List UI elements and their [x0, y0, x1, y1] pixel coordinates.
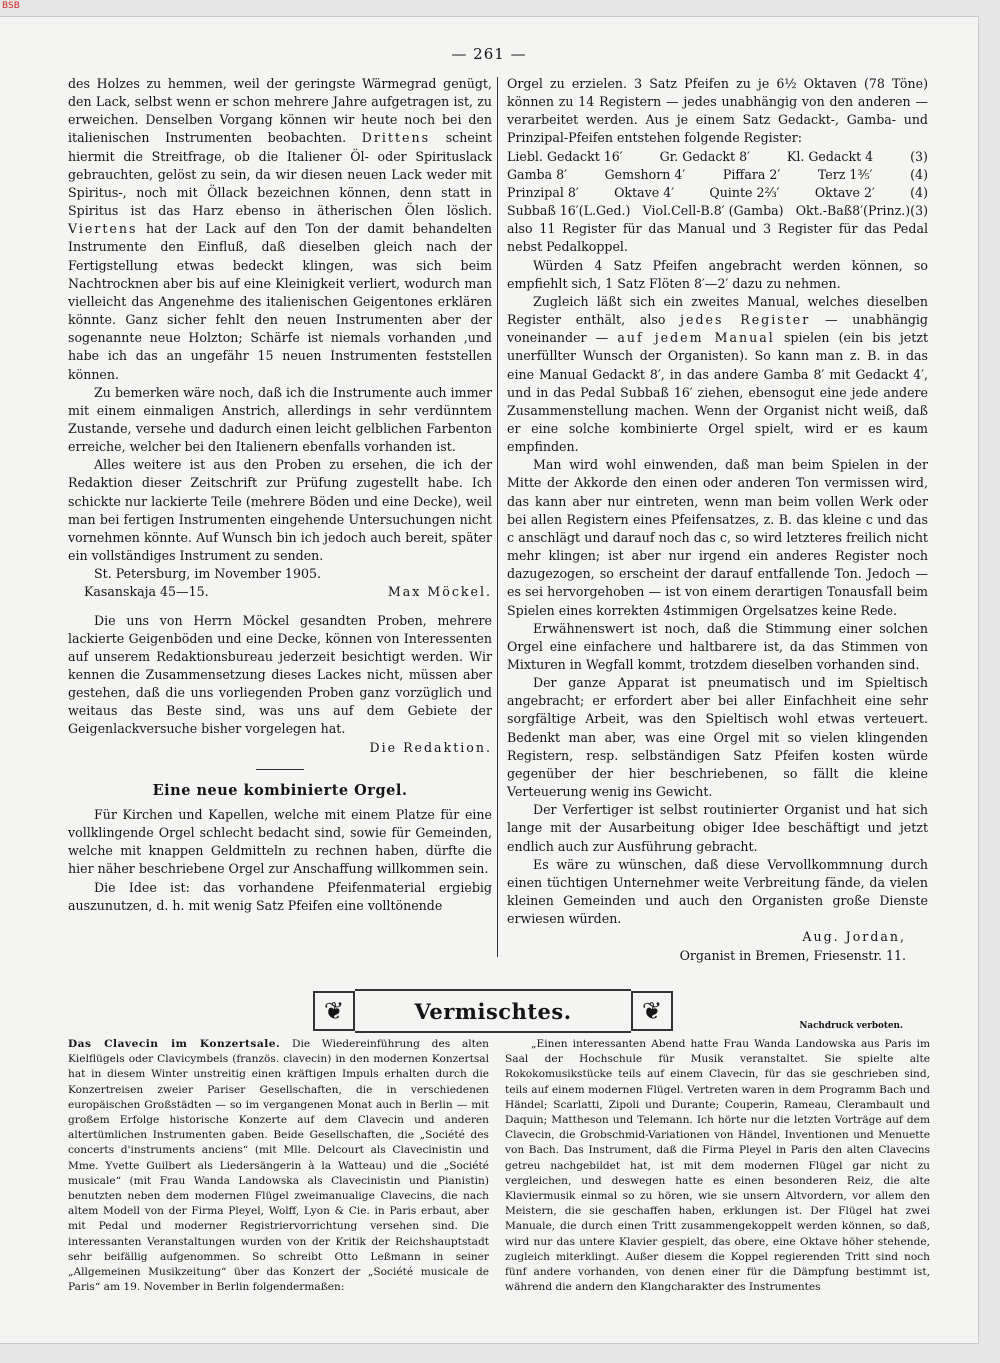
- paragraph: Es wäre zu wünschen, daß diese Vervollkommnung durch einen tüchtigen Unternehmer weite Verbreitung fände, da vielen kleinen Gemeinden und auch den Organisten große Dienste erwiesen würden.: [507, 856, 928, 927]
- left-column: [68, 75, 492, 915]
- paragraph: Das Clavecin im Konzertsale. Die Wiedereinführung des alten Kielflügels oder Clavicymbels (französ. clavecin) in den modernen Konzertsal hat in diesem Winter unstreitig einen kräftigen Impuls erhalten durch die Konzertreisen zweier Pariser Gesellschaften, die in verschiedenen europäischen Großstädten — so im vergangenen Monat auch in Berlin — mit großem Erfolge historische Konzerte auf dem Clavecin und anderen altertümlichen Instrumenten gaben. Beide Gesellschaften, die „Société des concerts d'instruments anciens“ (mit Mlle. Delcourt als Clavecinistin und Mme. Yvette Guilbert als Liedersängerin à la Watteau) und die „Société musicale“ (mit Frau Wanda Landowska als Clavecinistin und Pianistin) benutzten neben dem modernen Flügel zweimanualige Clavecins, die nach altem Modell von der Firma Pleyel, Wolff, Lyon & Cie. in Paris erbaut, aber mit Pedal und moderner Registriervorrichtung versehen sind. Die interessanten Veranstaltungen wurden von der Kritik der Reichshauptstadt sehr beifällig aufgenommen. So schreibt Otto Leßmann in seiner „Allgemeinen Musikzeitung“ über das Konzert der „Société musicale de Paris“ am 19. November in Berlin folgendermaßen:: [68, 1038, 489, 1294]
- section-title: Vermischtes.: [414, 998, 572, 1024]
- ornament-icon: ❦: [313, 991, 355, 1031]
- signature-address: Kasanskaja 45—15.: [84, 584, 209, 600]
- paragraph: Für Kirchen und Kapellen, welche mit einem Platze für eine vollklingende Orgel schlecht bedacht sind, sowie für Gemeinden, welche mit knappen Geldmitteln zu rechnen haben, dürfte die hier näher beschriebene Orgel zur Anschaffung willkommen sein.: [68, 806, 492, 877]
- reprint-notice: Nachdruck verboten.: [799, 1021, 903, 1031]
- right-column: [507, 75, 928, 965]
- register-row: Prinzipal 8′ Oktave 4′ Quinte 2²⁄₃′ Oktave 2′ (4): [507, 184, 928, 200]
- signature-author: Aug. Jordan,: [802, 929, 906, 945]
- register-row: Subbaß 16′(L.Ged.) Viol.Cell-B.8′ (Gamba) Okt.-Baß8′(Prinz.)(3): [507, 203, 928, 219]
- paragraph: Die Idee ist: das vorhandene Pfeifenmaterial ergiebig auszunutzen, d. h. mit wenig Satz Pfeifen eine volltönende: [68, 879, 492, 913]
- editor-signature: Die Redaktion.: [369, 739, 492, 755]
- signature-line: [68, 583, 492, 601]
- vermischtes-left: [68, 1037, 489, 1295]
- signature-place: St. Petersburg, im November 1905.: [94, 566, 321, 582]
- paragraph: Zugleich läßt sich ein zweites Manual, welches dieselben Register enthält, also jedes Register — unabhängig voneinander — auf jedem Manual spielen (ein bis jetzt unerfüllter Wunsch der Organisten). So kann man z. B. in das eine Manual Gedackt 8′, in das andere Gamba 8′ mit Gedackt 4′, und in das Pedal Subbaß 16′ ziehen, ebensogut eine jede andere Zusammenstellung machen. Wenn der Organist nicht weiß, daß er eine solche kombinierte Orgel spielt, wird er es kaum empfinden.: [507, 293, 929, 455]
- section-banner: [313, 987, 673, 1035]
- library-stamp: BSB: [2, 1, 20, 11]
- document-page: [0, 17, 978, 1343]
- article-heading: Eine neue kombinierte Orgel.: [152, 781, 408, 799]
- signature-author: Max Möckel.: [387, 584, 492, 600]
- paragraph: des Holzes zu hemmen, weil der geringste Wärmegrad genügt, den Lack, selbst wenn er schon mehrere Jahre aufgetragen ist, zu erweichen. Denselben Vorgang können wir heute noch bei den italienischen Instrumenten beobachten. Drittens scheint hiermit die Streitfrage, ob die Italiener Öl- oder Spirituslack gebrauchten, gelöst zu sein, da wir diesen neuen Lack weder mit Spiritus-, noch mit Öllack bezeichnen können, denn statt in Spiritus ist das Harz ebenso in ätherischen Ölen löslich. Viertens hat der Lack auf den Ton der damit behandelten Instrumente den Einfluß, daß dieselben gleich nach der Fertigstellung etwas bedeckt klingen, was sich beim Nachtrocknen aber bis auf eine Kleinigkeit verliert, wodurch man vielleicht das Angenehme des italienischen Geigentones erklären könnte. Ganz sicher fehlt den neuen Instrumenten aber der sogenannte neue Holzton; Schärfe ist niemals vorhanden ,und habe ich das an ungefähr 15 neuen Instrumenten feststellen können.: [68, 76, 492, 382]
- separator: [256, 769, 304, 770]
- paragraph: Man wird wohl einwenden, daß man beim Spielen in der Mitte der Akkorde den einen oder anderen Ton vermissen wird, das kann aber nur eintreten, wenn man beim vollen Werk oder bei allen Registern eines Pfeifensatzes, z. B. das kleine c und das c anschlägt und darauf noch das c, so wird letzteres freilich nicht mehr klingen; ist aber nur irgend ein anderes Register noch dazugezogen, so erscheint der darauf entfallende Ton. Jedoch — es sei hervorgehoben — ist von einem derartigen Tonausfall beim Spielen eines korrekten 4stimmigen Orgelsatzes keine Rede.: [507, 457, 928, 618]
- register-row: Gamba 8′ Gemshorn 4′ Piffara 2′ Terz 1³⁄₅′ (4): [507, 166, 928, 182]
- paragraph: Der ganze Apparat ist pneumatisch und im Spieltisch angebracht; er erfordert aber bei aller Einfachheit eine sehr sorgfältige Arbeit, was den Spieltisch wohl etwas verteuert. Bedenkt man aber, was eine Orgel mit so vielen klingenden Registern, resp. selbständigen Satz Pfeifen kosten würde gegenüber der hier beschriebenen, so fällt die kleine Verteuerung wenig ins Gewicht.: [507, 675, 928, 800]
- paragraph: „Einen interessanten Abend hatte Frau Wanda Landowska aus Paris im Saal der Hochschule für Musik veranstaltet. Sie spielte alte Rokokomusikstücke teils auf einem Clavecin, für das sie geschrieben sind, teils auf einem modernen Flügel. Vertreten waren in dem Programm Bach und Händel; Scarlatti, Zipoli und Durante; Couperin, Rameau, Clerambault und Daquin; Mattheson und Telemann. Ich hörte nur die letzten Vorträge auf dem Clavecin, die Grobschmid-Variationen von Händel, Inventionen und Menuette von Bach. Das Instrument, daß die Firma Pleyel in Paris den alten Clavecins getreu nachgebildet hat, ist mit dem modernen Flügel gar nicht zu vergleichen, und deswegen hatte es einen besonderen Reiz, die alte Klaviermusik einmal so zu hören, wie sie unsern Altvordern, vor allem den Meistern, die sie geschaffen haben, erklungen ist. Der Flügel hat zwei Manuale, die durch einen Tritt zusammengekoppelt werden können, so daß, wird nur das untere Klavier gespielt, das obere, eine Oktave höher stehende, zugleich miterklingt. Außer diesem die Koppel regierenden Tritt sind noch fünf andere vorhanden, von denen einer für die Dämpfung bestimmt ist, während die andern den Klangcharakter des Instrumentes: [505, 1038, 930, 1294]
- item-title: Das Clavecin im Konzertsale.: [68, 1038, 281, 1050]
- vermischtes-right: [505, 1037, 930, 1295]
- page-number: — 261 —: [451, 45, 527, 63]
- paragraph: Orgel zu erzielen. 3 Satz Pfeifen zu je 6½ Oktaven (78 Töne) können zu 14 Registern — jedes unabhängig von den anderen — verarbeitet werden. Aus je einem Satz Gedackt-, Gamba- und Prinzipal-Pfeifen entstehen folgende Register:: [507, 76, 928, 146]
- editor-note: Die uns von Herrn Möckel gesandten Proben, mehrere lackierte Geigenböden und eine Decke, können von Interessenten auf unserem Redaktionsbureau jederzeit besichtigt werden. Wir kennen die Zusammensetzung dieses Lackes nicht, müssen aber gestehen, daß die uns vorliegenden Proben ganz vorzüglich und weitaus das Beste sind, was uns auf dem Gebiete der Geigenlackversuche bisher vorgelegen hat.: [68, 612, 492, 737]
- ornament-icon: ❦: [631, 991, 673, 1031]
- signature-address: Organist in Bremen, Friesenstr. 11.: [679, 947, 906, 963]
- paragraph: Alles weitere ist aus den Proben zu ersehen, die ich der Redaktion dieser Zeitschrift zur Prüfung zugestellt habe. Ich schickte nur lackierte Teile (mehrere Böden und eine Decke), weil man bei fertigen Instrumenten eingehende Untersuchungen nicht vornehmen könnte. Auf Wunsch bin ich jedoch auch bereit, später ein vollständiges Instrument zu senden.: [68, 457, 492, 564]
- paragraph: Erwähnenswert ist noch, daß die Stimmung einer solchen Orgel eine einfachere und haltbarere ist, da das Stimmen von Mixturen in Wegfall kommt, trotzdem dieselben vorhanden sind.: [507, 620, 928, 672]
- paragraph: also 11 Register für das Manual und 3 Register für das Pedal nebst Pedalkoppel.: [507, 221, 928, 255]
- paragraph: Der Verfertiger ist selbst routinierter Organist und hat sich lange mit der Ausarbeitung obiger Idee beschäftigt und jetzt endlich auch zur Ausführung gebracht.: [507, 802, 928, 854]
- section-title-box: [355, 989, 631, 1033]
- paragraph: Zu bemerken wäre noch, daß ich die Instrumente auch immer mit einem einmaligen Anstrich, allerdings in sehr verdünntem Zustande, versehe und dadurch einen leicht gelblichen Farbenton erreiche, welcher bei den Italienern ebenfalls vorhanden ist.: [68, 384, 492, 455]
- paragraph: Würden 4 Satz Pfeifen angebracht werden können, so empfiehlt sich, 1 Satz Flöten 8′—2′ dazu zu nehmen.: [507, 257, 928, 291]
- register-row: Liebl. Gedackt 16′ Gr. Gedackt 8′ Kl. Gedackt 4 (3): [507, 148, 928, 164]
- column-divider: [497, 77, 498, 957]
